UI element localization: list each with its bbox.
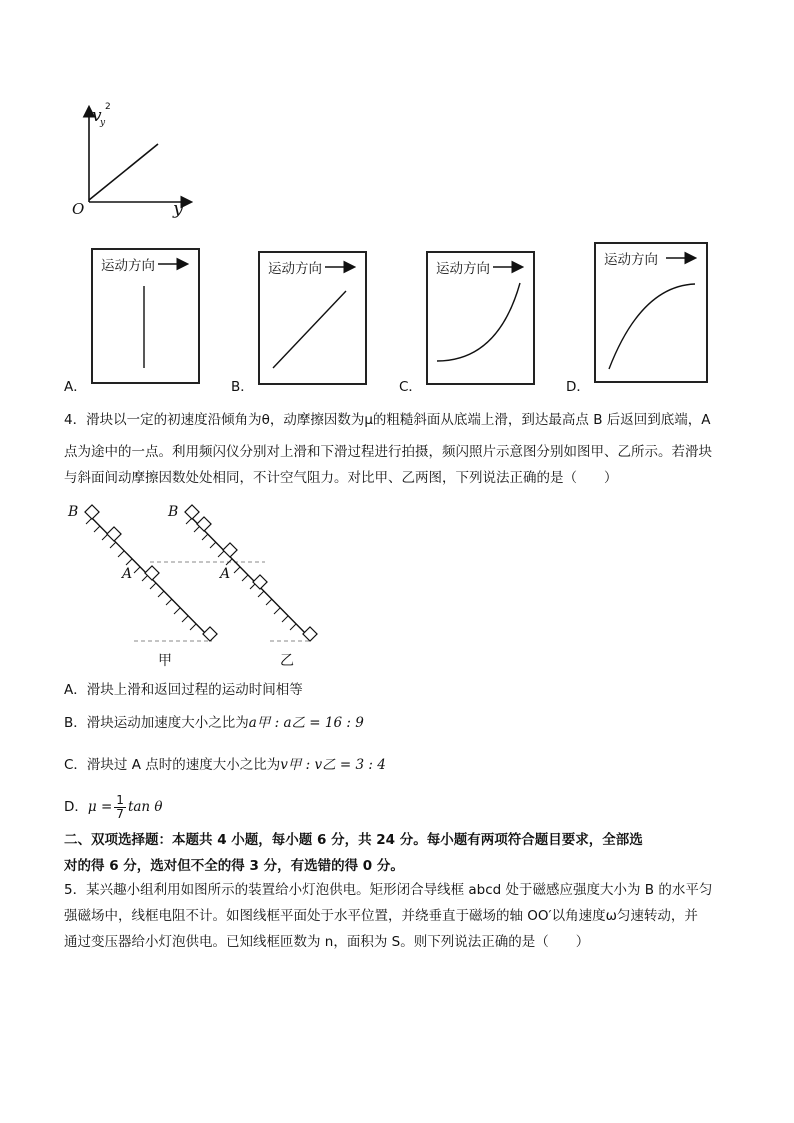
label-b-yi: B	[168, 504, 179, 520]
option-a-direction-label: 运动方向	[101, 258, 155, 274]
option-d-box	[594, 242, 708, 383]
q4-option-d-text: D．	[64, 799, 88, 815]
label-jia: 甲	[158, 653, 172, 669]
label-yi: 乙	[280, 653, 294, 669]
option-b-box	[258, 251, 367, 385]
option-d-label: D．	[566, 379, 590, 395]
q4-line1: 4．滑块以一定的初速度沿倾角为θ，动摩擦因数为μ的粗糙斜面从底端上滑，到达最高点 B 后返回到底端，A	[64, 412, 711, 428]
option-d-direction-label: 运动方向	[604, 252, 658, 268]
q4-line3: 与斜面间动摩擦因数处处相同，不计空气阻力。对比甲、乙两图，下列说法正确的是（ ）	[64, 470, 618, 486]
q4-option-b-text: B．滑块运动加速度大小之比为	[64, 715, 249, 731]
origin-label: O	[72, 200, 85, 218]
option-a-box	[91, 248, 200, 384]
x-axis-label: y	[173, 198, 184, 219]
fraction	[114, 794, 126, 821]
section2-line2: 对的得 6 分，选对但不全的得 3 分，有选错的得 0 分。	[64, 858, 404, 874]
q4-option-b	[64, 713, 364, 733]
q5-line3: 通过变压器给小灯泡供电。已知线框匝数为 n，面积为 S。则下列说法正确的是（ ）	[64, 934, 590, 950]
graph-line	[89, 144, 158, 200]
fraction-denominator: 7	[116, 806, 124, 821]
incline-jia	[85, 505, 217, 641]
q4-option-c-text: C．滑块过 A 点时的速度大小之比为	[64, 757, 281, 773]
q4-option-d-mu: μ =	[87, 799, 113, 815]
y-axis-superscript: 2	[105, 102, 111, 112]
trajectory-diagonal	[273, 291, 346, 368]
trajectory-concave-down	[609, 284, 695, 369]
label-a-yi: A	[220, 566, 231, 582]
q5-line1: 5．某兴趣小组利用如图所示的装置给小灯泡供电。矩形闭合导线框 abcd 处于磁感应强度大小为 B 的水平匀	[64, 882, 713, 898]
option-b-direction-label: 运动方向	[268, 261, 322, 277]
label-a-jia: A	[122, 566, 133, 582]
y-axis-label: v	[92, 106, 102, 126]
incline-figure	[60, 498, 330, 676]
y-axis-subscript: y	[100, 118, 106, 128]
option-b-svg	[260, 253, 365, 383]
option-d-svg	[596, 244, 706, 381]
q4-option-b-formula: a甲 : a乙 = 16 : 9	[248, 715, 364, 731]
fraction-numerator: 1	[116, 792, 124, 807]
q5-line2: 强磁场中，线框电阻不计。如图线框平面处于水平位置，并绕垂直于磁场的轴 OO′以角速度ω匀速转动，并	[64, 908, 698, 924]
option-a-svg	[93, 250, 198, 382]
q4-option-a: A．滑块上滑和返回过程的运动时间相等	[64, 682, 303, 698]
vy2-graph	[60, 98, 200, 224]
option-c-label: C．	[399, 379, 422, 395]
label-b-jia: B	[68, 504, 79, 520]
option-c-box	[426, 251, 535, 385]
q4-option-c-formula: v甲 : v乙 = 3 : 4	[280, 757, 386, 773]
q4-option-d-tan: tan θ	[127, 799, 163, 815]
q4-option-c	[64, 755, 386, 775]
trajectory-concave-up	[437, 283, 520, 361]
option-c-svg	[428, 253, 533, 383]
incline-yi	[185, 505, 317, 641]
option-a-label: A．	[64, 379, 87, 395]
q4-option-d	[64, 792, 163, 822]
q4-line2: 点为途中的一点。利用频闪仪分别对上滑和下滑过程进行拍摄，频闪照片示意图分别如图甲、乙所示。若滑块	[64, 444, 712, 460]
option-b-label: B．	[231, 379, 254, 395]
section2-line1: 二、双项选择题：本题共 4 小题，每小题 6 分，共 24 分。每小题有两项符合题目要求，全部选	[64, 832, 643, 848]
option-c-direction-label: 运动方向	[436, 261, 490, 277]
